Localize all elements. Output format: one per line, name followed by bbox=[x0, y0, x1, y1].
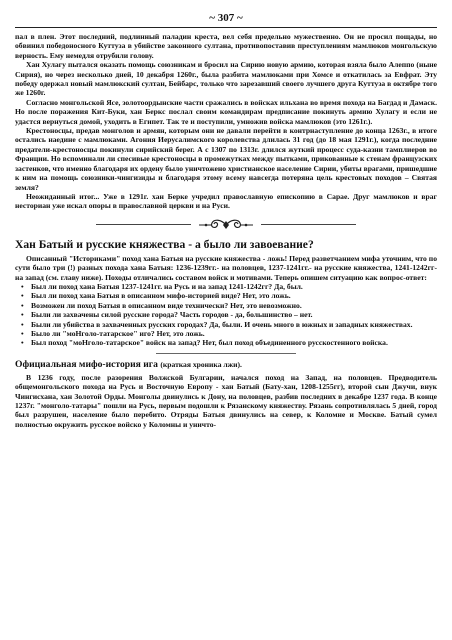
paragraph: пал в плен. Этот последний, подлинный паладин креста, вел себя предельно мужественно. Он не просил пощады, но обвинил победоносного Куттуза в убийстве законного султана, противопоставив преступлениям мамлюков монгольскую верность. Ему немедля отрубили голову. bbox=[15, 32, 437, 60]
list-item: • Был ли поход хана Батыя 1237-1241гг. на Русь и на запад 1241-1242гг? Да, был. bbox=[31, 282, 437, 291]
list-item: • Был ли поход хана Батыя в описанном мифо-историей виде? Нет, это ложь. bbox=[31, 291, 437, 300]
paragraph: Описанный "Историками" поход хана Батыя на русские княжества - ложь! Перед разветчанием мифа уточним, что по сути было три (!) разных похода хана Батыя: 1236-1239гг.- на половцев, 1237-1241гг.- на русские княжества, 1241-1242гг- на запад (см. главу ниже). Походы отличались составом войск и мотивами. Теперь опишем ситуацию как вопрос-ответ: bbox=[15, 253, 437, 282]
ornament-divider bbox=[15, 218, 437, 232]
section-heading-subtitle: (краткая хроника лжи). bbox=[160, 359, 242, 369]
list-item: • Возможен ли поход Батыя в описанном виде технически? Нет, это невозможно. bbox=[31, 301, 437, 310]
list-item: • Были ли убийства в захваченных русских городах? Да, были. И очень много в южных и западных княжествах. bbox=[31, 320, 437, 329]
paragraph: Хан Хулагу пытался оказать помощь союзникам и бросил на Сирию новую армию, которая взяла было Алеппо (ныне Сирия), но через несколько дней, 10 декабря 1260г., была разбита мамлюками при Хомсе и откатилась за Евфрат. Эту победу одержал новый мамлюкский султан, Бейбарс, только что зарезавший своего лучшего друга Куттуза в октябре того же 1260г. bbox=[15, 60, 437, 98]
paragraph: Согласно монгольской Ясе, золотоордынские части сражались в войсках ильхана во время похода на Багдад и Дамаск. Но после поражения Кит-Буки, хан Беркс послал своим командирам предписание покинуть армию Хулагу и если не удастся вернуться домой, уходить в Египет. Так те и поступили, умножив войска мамлюков (это 1261г.). bbox=[15, 97, 437, 126]
list-item: • Было ли "моНгoло-татарское" иго? Нет, это ложь. bbox=[31, 329, 437, 338]
section-heading: Хан Батый и русские княжества - а было ли завоевание? bbox=[15, 237, 314, 251]
section-heading bbox=[15, 359, 437, 371]
paragraph: Крестоносцы, предав монголов и армян, которым они не давали перейти в контрнаступление до конца 1263г., в итоге остались наедине с мамлюками. Агония Иерусалимского королевства длилась 31 год (до 18 мая 1291г.), когда последние предатели-крестоносцы покинули сирийский берег. А с 1307 по 1313г. длился жуткий процесс суда-казни тамплиеров во Франции. Но вспоминали ли спесивые крестоносцы в промежутках между пытками, прикованные к стенам французских застенков, что именно благодаря их орденy было уничтожено христианское население Сирии, убиты врагами, пришедшие к ним на помощь союзники-чингизиды и благодаря этому всему навсегда потеряна цель крестовых походов – Святая земля? bbox=[15, 126, 437, 192]
list-item: • Были ли захвачены силой русские города? Часть городов - да, большинство – нет. bbox=[31, 310, 437, 319]
flourish-icon bbox=[197, 218, 255, 232]
divider-line bbox=[96, 224, 191, 225]
divider-line bbox=[261, 224, 356, 225]
header-rule bbox=[15, 27, 437, 28]
qa-list bbox=[15, 282, 437, 348]
page-number: ~ 307 ~ bbox=[209, 12, 243, 24]
paragraph: Неожиданный итог... Уже в 1291г. хан Берке учредил православную епископию в Сарае. Друг мамлюков и враг несториан уже искал опоры в православной церкви и на Руси. bbox=[15, 191, 437, 211]
list-item: • Был поход "моНгoло-татарское" войск на запад? Нет, был поход объединенного русскостенного войска. bbox=[31, 338, 437, 347]
section-heading-text: Официальная мифо-история ига bbox=[15, 358, 158, 370]
section-separator bbox=[156, 353, 296, 354]
paragraph: В 1236 году, после разорения Волжской Булгарии, начался поход на Запад, на половцев. Предводитель общемонгольского похода на Русь и Восточную Европу - хан Батый (Бату-хан, 1208-1255гг), второй сын Джучи, внук Чингисхана, хан Золотой Орды. Монголы двинулись к Дону, на половцев, разбив последних в декабре 1237 года. В конце 1237г. "монголо-татары" пошли на Русь, первым подошли к Рязанскому княжеству. Рязань сопротивлялась 5 дней, город был разрушен, население было перебито. Отряды Батыя двинулись на север, к Коломне и Москве. Батый сумел полностью окружить русское войско у Коломны и уничто- bbox=[15, 372, 437, 429]
